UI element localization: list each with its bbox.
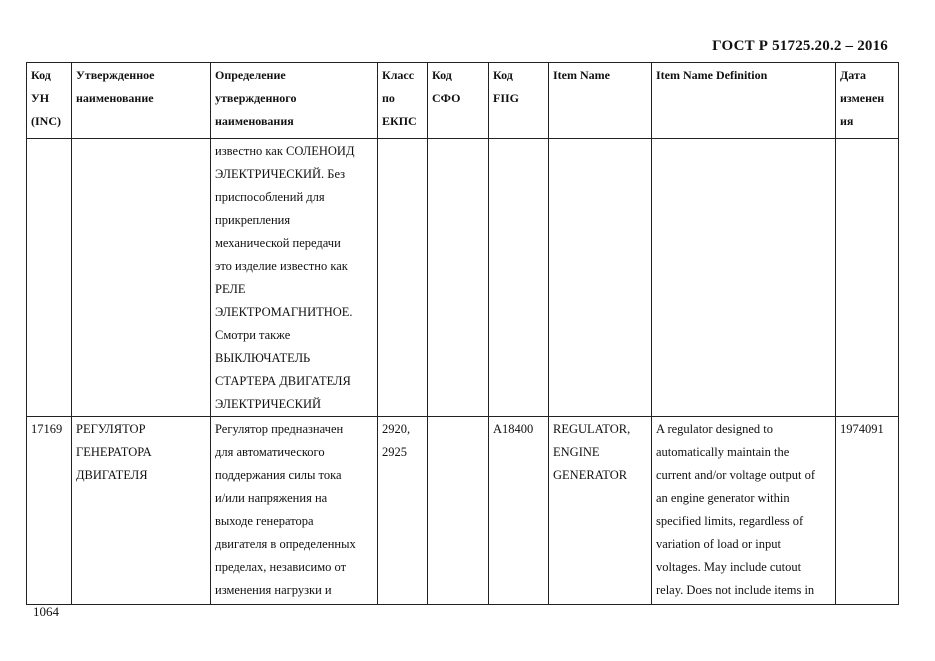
inc-table [26,62,899,605]
column-header-fiig-code: Код FIIG [489,63,549,139]
column-header-definition: Определение утвержденного наименования [211,63,378,139]
cell-item-name: REGULATOR, ENGINE GENERATOR [549,417,652,605]
document-standard-header: ГОСТ Р 51725.20.2 – 2016 [712,38,888,54]
column-header-inc: Код УН (INC) [27,63,72,139]
cell-sfo-code [428,417,489,605]
column-header-item-name: Item Name [549,63,652,139]
cell-fiig-code: A18400 [489,417,549,605]
cell-approved-name: РЕГУЛЯТОР ГЕНЕРАТОРА ДВИГАТЕЛЯ [72,417,211,605]
cell-ekps-class: 2920, 2925 [378,417,428,605]
page-number: 1064 [33,604,59,619]
table-row [27,417,899,605]
table-header-row [27,63,899,139]
cell-fiig-code [489,139,549,417]
cell-change-date [836,139,899,417]
column-header-item-name-definition: Item Name Definition [652,63,836,139]
cell-definition: Регулятор предназначен для автоматического поддержания силы тока и/или напряжения на выходе генератора двигателя в определенных пределах, независимо от изменения нагрузки и [211,417,378,605]
cell-inc [27,139,72,417]
cell-item-name-definition: A regulator designed to automatically maintain the current and/or voltage output of an engine generator within specified limits, regardless of variation of load or input voltages. May include cutout relay. Does not include items in [652,417,836,605]
cell-change-date: 1974091 [836,417,899,605]
cell-inc: 17169 [27,417,72,605]
column-header-approved-name: Утвержденное наименование [72,63,211,139]
cell-item-name [549,139,652,417]
cell-approved-name [72,139,211,417]
column-header-ekps-class: Класс по ЕКПС [378,63,428,139]
cell-ekps-class [378,139,428,417]
table-row [27,139,899,417]
cell-sfo-code [428,139,489,417]
cell-item-name-definition [652,139,836,417]
column-header-sfo-code: Код СФО [428,63,489,139]
column-header-change-date: Дата изменен ия [836,63,899,139]
cell-definition: известно как СОЛЕНОИД ЭЛЕКТРИЧЕСКИЙ. Без приспособлений для прикрепления механической передачи это изделие известно как РЕЛЕ ЭЛЕКТРОМАГНИТНОЕ. Смотри также ВЫКЛЮЧАТЕЛЬ СТАРТЕРА ДВИГАТЕЛЯ ЭЛЕКТРИЧЕСКИЙ [211,139,378,417]
